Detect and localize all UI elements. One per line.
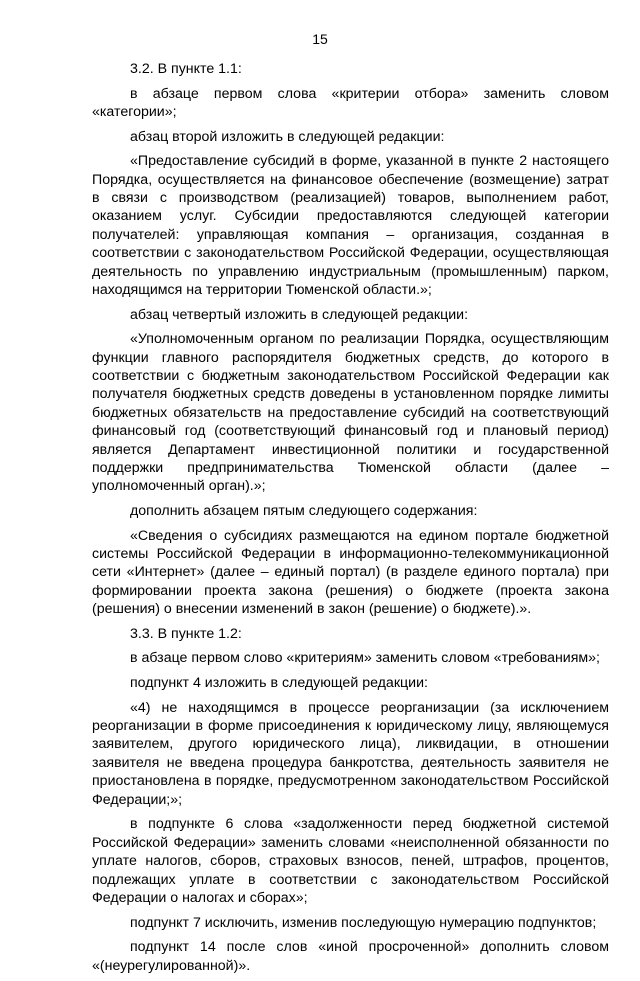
paragraph: подпункт 7 исключить, изменив последующую нумерацию подпунктов; (130, 914, 597, 931)
paragraph: подпункт 4 изложить в следующей редакции: (130, 675, 428, 692)
paragraph-quote: «4) не находящимся в процессе реорганизации (за исключением реорганизации в форме присоединения к юридическому лицу, являющемуся заявителем, другого юридического лица), ликвидации, в отношении заявителя не введена процедура банкротства, деятельность заявителя не приостановлена в порядке, предусмотренном законодательством Российской Федерации;»; (92, 699, 609, 808)
paragraph-3-2-heading: 3.2. В пункте 1.1: (130, 61, 242, 77)
paragraph: в подпункте 6 слова «задолженности перед бюджетной системой Российской Федерации» заменить словами «неисполненной обязанности по уплате налогов, сборов, страховых взносов, пеней, штрафов, процентов, подлежащих уплате в соответствии с законодательством Российской Федерации о налогах и сборах»; (92, 816, 609, 906)
paragraph-3-3-heading: 3.3. В пункте 1.2: (130, 625, 242, 642)
paragraph: абзац четвертый изложить в следующей редакции: (130, 306, 469, 323)
page-number: 15 (312, 31, 328, 47)
document-body (92, 60, 609, 981)
paragraph-quote: «Предоставление субсидий в форме, указанной в пункте 2 настоящего Порядка, осуществляется на финансовое обеспечение (возмещение) затрат в связи с производством (реализацией) товаров, выполнением работ, оказанием услуг. Субсидии предоставляются следующей категории получателей: управляющая компания – организация, созданная в соответствии с законодательством Российской Федерации, осуществляющая деятельность по управлению индустриальным (промышленным) парком, находящимся на территории Тюменской области.»; (92, 153, 609, 299)
paragraph-quote: «Уполномоченным органом по реализации Порядка, осуществляющим функции главного распорядителя бюджетных средств, до которого в соответствии с бюджетным законодательством Российской Федерации как получателя бюджетных средств доведены в установленном порядке лимиты бюджетных обязательств на предоставление субсидий на соответствующий финансовый год (соответствующий финансовый год и плановый период) является Департамент инвестиционной политики и государственной поддержки предпринимательства Тюменской области (далее – уполномоченный орган).»; (92, 331, 609, 495)
paragraph: подпункт 14 после слов «иной просроченной» дополнить словом «(неурегулированной)». (92, 939, 609, 974)
paragraph: в абзаце первом слово «критериям» заменить словом «требованиям»; (130, 650, 601, 667)
paragraph: в абзаце первом слова «критерии отбора» заменить словом «категории»; (92, 85, 609, 120)
paragraph: абзац второй изложить в следующей редакции: (130, 128, 445, 145)
paragraph-quote: «Сведения о субсидиях размещаются на едином портале бюджетной системы Российской Федерации в информационно-телекоммуникационной сети «Интернет» (далее – единый портал) (в разделе единого портала) при формировании проекта закона (решения) о бюджете (проекта закона (решения) о внесении изменений в закон (решение) о бюджете).». (92, 527, 609, 618)
paragraph: дополнить абзацем пятым следующего содержания: (130, 503, 478, 520)
